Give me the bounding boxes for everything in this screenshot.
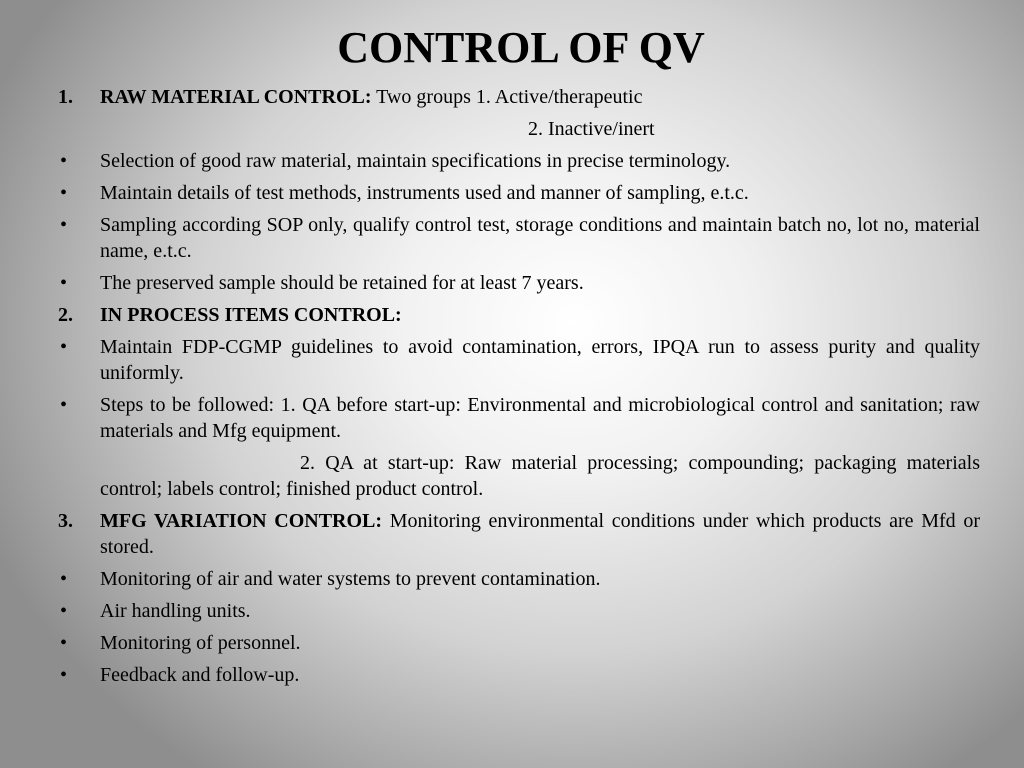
bullet-icon: • [60, 182, 68, 204]
bullet-icon: • [60, 336, 68, 358]
bullet-text: The preserved sample should be retained for at least 7 years. [100, 272, 584, 294]
section-heading: MFG VARIATION CONTROL: [100, 510, 383, 532]
bullet-icon: • [60, 600, 68, 622]
section-subline: 2. Inactive/inert [528, 118, 655, 140]
bullet-text: Feedback and follow-up. [100, 664, 300, 686]
bullet-icon: • [60, 394, 68, 416]
list-item [58, 270, 980, 296]
section-number: 2. [58, 304, 73, 326]
list-item [58, 212, 980, 264]
list-item [58, 392, 980, 444]
section-text: Monitoring environmental conditions under which products are Mfd or stored. [100, 510, 980, 558]
slide-title: CONTROL OF QV [337, 23, 705, 72]
list-item [58, 334, 980, 386]
section-number: 3. [58, 510, 73, 532]
slide-body [58, 84, 980, 694]
section-mfg-variation [58, 508, 980, 560]
bullet-icon: • [60, 664, 68, 686]
list-item [58, 566, 980, 592]
bullet-text: Monitoring of personnel. [100, 632, 301, 654]
section-heading: IN PROCESS ITEMS CONTROL: [100, 304, 402, 326]
section-raw-material [58, 84, 980, 110]
list-item [58, 180, 980, 206]
bullet-text: Selection of good raw material, maintain specifications in precise terminology. [100, 150, 731, 172]
bullet-icon: • [60, 214, 68, 236]
list-item [58, 598, 980, 624]
section-in-process [58, 302, 980, 328]
bullet-text: Air handling units. [100, 600, 251, 622]
bullet-icon: • [60, 150, 68, 172]
list-item [58, 662, 980, 688]
bullet-text: Maintain details of test methods, instruments used and manner of sampling, e.t.c. [100, 182, 749, 204]
bullet-text: Steps to be followed: 1. QA before start-up: Environmental and microbiological control and sanitation; raw materials and Mfg equipment. [100, 394, 980, 442]
section-heading: RAW MATERIAL CONTROL: [100, 86, 372, 108]
bullet-icon: • [60, 272, 68, 294]
bullet-icon: • [60, 632, 68, 654]
bullet-text: Monitoring of air and water systems to prevent contamination. [100, 568, 601, 590]
list-item [58, 148, 980, 174]
bullet-text: Maintain FDP-CGMP guidelines to avoid contamination, errors, IPQA run to assess purity and quality uniformly. [100, 336, 980, 384]
bullet-continuation: 2. QA at start-up: Raw material processing; compounding; packaging materials control; labels control; finished product control. [100, 452, 980, 500]
bullet-icon: • [60, 568, 68, 590]
list-item [58, 630, 980, 656]
section-number: 1. [58, 86, 73, 108]
section-text: Two groups 1. Active/therapeutic [371, 86, 643, 108]
bullet-text: Sampling according SOP only, qualify control test, storage conditions and maintain batch no, lot no, material name, e.t.c. [100, 214, 980, 262]
